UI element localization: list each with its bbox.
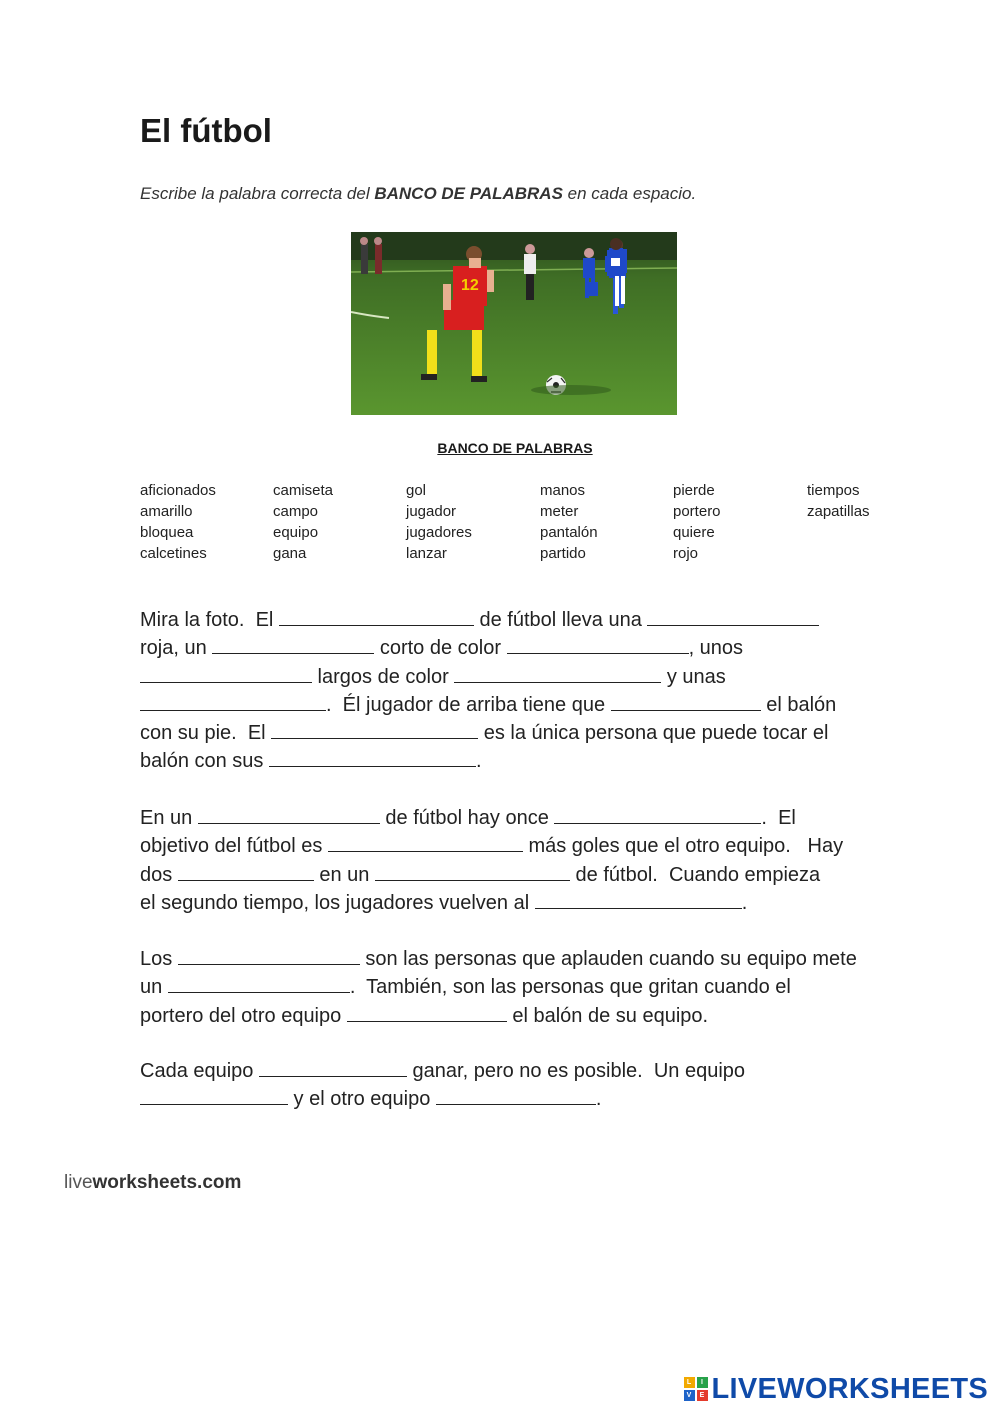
soccer-photo xyxy=(351,232,677,415)
answer-blank[interactable] xyxy=(269,748,476,767)
answer-blank[interactable] xyxy=(140,664,312,683)
paragraph-line xyxy=(140,1085,900,1113)
paragraph-text: son las personas que aplauden cuando su equipo mete xyxy=(359,948,857,970)
word-bank-word: jugador xyxy=(406,503,457,520)
paragraph-text: el balón xyxy=(760,693,837,716)
word-bank-word: lanzar xyxy=(406,545,447,562)
answer-blank[interactable] xyxy=(140,1086,288,1105)
word-bank-word: pierde xyxy=(673,482,715,499)
answer-blank[interactable] xyxy=(279,607,474,626)
logo-tile: L xyxy=(684,1377,695,1388)
word-bank-word: pantalón xyxy=(540,524,598,541)
paragraph-text: Cada equipo xyxy=(140,1060,259,1082)
paragraph-text: el segundo tiempo, los jugadores vuelven al xyxy=(140,891,535,914)
word-bank-word: quiere xyxy=(673,524,715,541)
footer-text-pre: live xyxy=(64,1172,93,1193)
answer-blank[interactable] xyxy=(328,833,523,852)
paragraph-text: un xyxy=(140,976,168,999)
instruction xyxy=(140,184,696,204)
logo-tile: V xyxy=(684,1390,695,1401)
paragraph-line xyxy=(140,945,900,973)
paragraph-text: , unos xyxy=(688,637,744,660)
paragraph-line xyxy=(140,832,900,860)
answer-blank[interactable] xyxy=(212,635,374,654)
instruction-text-bold: BANCO DE PALABRAS xyxy=(374,184,563,203)
page-title: El fútbol xyxy=(140,112,272,149)
footer-text-bold: worksheets.com xyxy=(92,1172,242,1193)
word-bank-word: gana xyxy=(273,545,307,562)
word-bank-column xyxy=(406,480,536,564)
word-bank-word: meter xyxy=(540,503,579,520)
paragraph-line xyxy=(140,1002,900,1030)
word-bank-word: camiseta xyxy=(273,482,334,499)
paragraph-text: y unas xyxy=(661,665,726,688)
answer-blank[interactable] xyxy=(611,692,761,711)
paragraph-text: Mira la foto. El xyxy=(140,609,279,631)
answer-blank[interactable] xyxy=(436,1086,596,1105)
logo-tiles-icon xyxy=(684,1377,708,1401)
footer-site xyxy=(64,1172,241,1194)
answer-blank[interactable] xyxy=(535,890,742,909)
paragraph-text: . xyxy=(475,750,482,773)
paragraph-text: balón con sus xyxy=(140,750,269,773)
answer-blank[interactable] xyxy=(178,946,360,965)
word-bank-column xyxy=(540,480,670,564)
paragraph-text: . xyxy=(741,891,748,914)
svg-text:12: 12 xyxy=(461,277,479,294)
paragraph-text: es la única persona que puede tocar el xyxy=(478,722,829,745)
word-bank-word: portero xyxy=(673,503,721,520)
instruction-text-pre: Escribe la palabra correcta del xyxy=(140,184,375,203)
word-bank-word: gol xyxy=(406,482,427,499)
paragraph-text: roja, un xyxy=(140,637,213,660)
word-bank-column xyxy=(140,480,270,564)
answer-blank[interactable] xyxy=(554,805,761,824)
word-bank-word: equipo xyxy=(273,524,319,541)
paragraph xyxy=(140,945,900,1030)
word-bank-word: calcetines xyxy=(140,545,207,562)
paragraph-text: en un xyxy=(313,863,375,886)
answer-blank[interactable] xyxy=(454,664,661,683)
word-bank-word: bloquea xyxy=(140,524,194,541)
paragraph-text: . xyxy=(595,1088,602,1111)
paragraph-line xyxy=(140,606,900,634)
paragraph-text: Los xyxy=(140,948,178,970)
brand-name: LIVEWORKSHEETS xyxy=(711,1372,988,1405)
answer-blank[interactable] xyxy=(271,720,478,739)
paragraph-text: y el otro equipo xyxy=(288,1088,436,1111)
word-bank-word: rojo xyxy=(673,545,699,562)
word-bank-column xyxy=(673,480,803,564)
liveworksheets-logo xyxy=(684,1372,989,1406)
paragraph-text: . Él jugador de arriba tiene que xyxy=(326,693,611,716)
paragraph-line xyxy=(140,861,900,889)
paragraph-text: portero del otro equipo xyxy=(140,1004,347,1027)
word-bank-column xyxy=(807,480,937,522)
word-bank-word: tiempos xyxy=(807,482,860,499)
paragraph-line xyxy=(140,719,900,747)
paragraph-line xyxy=(140,747,900,775)
paragraph-line xyxy=(140,691,900,719)
word-bank-title: BANCO DE PALABRAS xyxy=(437,440,593,456)
answer-blank[interactable] xyxy=(259,1058,407,1077)
logo-tile: I xyxy=(697,1377,708,1388)
word-bank-word: zapatillas xyxy=(807,503,870,520)
answer-blank[interactable] xyxy=(168,974,350,993)
paragraph-text: más goles que el otro equipo. Hay xyxy=(522,835,844,858)
word-bank-word: manos xyxy=(540,482,586,499)
paragraph-text: de fútbol. Cuando empieza xyxy=(569,863,821,886)
paragraph-text: En un xyxy=(140,807,198,829)
word-bank-column xyxy=(273,480,403,564)
paragraph-text: largos de color xyxy=(312,665,455,688)
paragraph xyxy=(140,606,900,776)
paragraph-text: de fútbol lleva una xyxy=(473,609,648,631)
answer-blank[interactable] xyxy=(178,862,314,881)
paragraph-text: . También, son las personas que gritan cuando el xyxy=(349,976,791,999)
paragraph-text: con su pie. El xyxy=(140,722,272,745)
paragraph-text: corto de color xyxy=(374,637,507,660)
paragraph-text: . El xyxy=(761,807,796,829)
word-bank-word: amarillo xyxy=(140,503,193,520)
word-bank-word: aficionados xyxy=(140,482,216,499)
answer-blank[interactable] xyxy=(507,635,689,654)
answer-blank[interactable] xyxy=(347,1003,507,1022)
paragraph-line xyxy=(140,804,900,832)
logo-tile: E xyxy=(697,1390,708,1401)
paragraph-line xyxy=(140,663,900,691)
answer-blank[interactable] xyxy=(198,805,380,824)
paragraph-text: el balón de su equipo. xyxy=(506,1004,709,1027)
answer-blank[interactable] xyxy=(140,692,326,711)
paragraph xyxy=(140,1057,900,1114)
answer-blank[interactable] xyxy=(375,862,570,881)
paragraph-text: ganar, pero no es posible. Un equipo xyxy=(406,1060,746,1082)
word-bank-word: jugadores xyxy=(406,524,472,541)
paragraph-text: objetivo del fútbol es xyxy=(140,835,328,858)
paragraph-text: dos xyxy=(140,863,178,886)
word-bank-word: partido xyxy=(540,545,586,562)
paragraph-text: de fútbol hay once xyxy=(379,807,555,829)
paragraph-line xyxy=(140,634,900,662)
answer-blank[interactable] xyxy=(647,607,819,626)
instruction-text-post: en cada espacio. xyxy=(562,184,697,203)
paragraph-line xyxy=(140,1057,900,1085)
paragraph xyxy=(140,804,900,917)
word-bank-word: campo xyxy=(273,503,319,520)
paragraph-line xyxy=(140,889,900,917)
paragraph-line xyxy=(140,973,900,1001)
